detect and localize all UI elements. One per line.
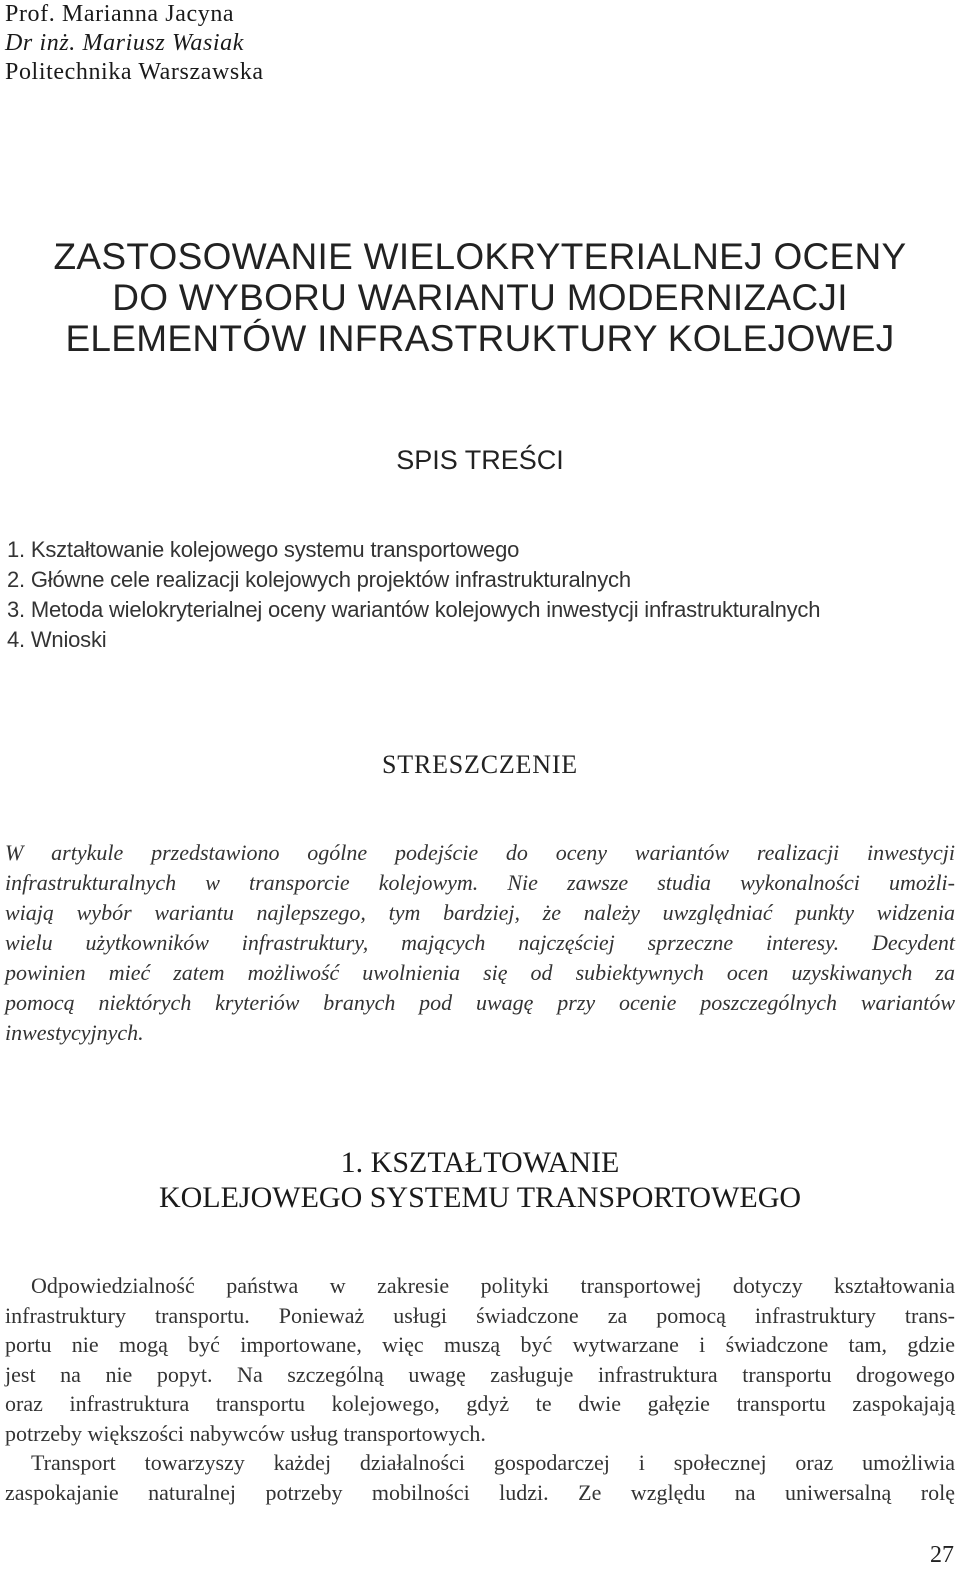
toc-heading: SPIS TREŚCI: [396, 445, 564, 475]
affiliation: Politechnika Warszawska: [5, 59, 264, 85]
body-line: infrastruktury transportu. Ponieważ usługi świadczone za pomocą infrastruktury trans-: [5, 1302, 955, 1328]
page-number: 27: [930, 1542, 954, 1568]
author-block: [5, 0, 264, 87]
body-line: portu nie mogą być importowane, więc muszą być wytwarzane i świadczone tam, gdzie: [5, 1332, 955, 1357]
body-line: jest na nie popyt. Na szczególną uwagę zasługuje infrastruktura transportu drogowego: [5, 1361, 955, 1387]
section-body: [5, 1271, 955, 1507]
title-line: ELEMENTÓW INFRASTRUKTURY KOLEJOWEJ: [65, 318, 895, 359]
body-line: Odpowiedzialność państwa w zakresie polityki transportowej dotyczy kształtowania: [31, 1273, 955, 1298]
author-name-1: Prof. Marianna Jacyna: [5, 1, 235, 27]
title-line: DO WYBORU WARIANTU MODERNIZACJI: [112, 277, 848, 318]
body-line: Transport towarzyszy każdej działalności gospodarczej i społecznej oraz umożliwia: [31, 1450, 955, 1475]
table-of-contents: [7, 535, 820, 655]
body-line: oraz infrastruktura transportu kolejowego, gdyż te dwie gałęzie transportu zaspokajają: [5, 1391, 955, 1416]
section-heading-line: KOLEJOWEGO SYSTEMU TRANSPORTOWEGO: [158, 1181, 802, 1214]
title-line: ZASTOSOWANIE WIELOKRYTERIALNEJ OCENY: [53, 236, 907, 277]
abstract-line: powinien mieć zatem możliwość uwolnienia się od subiektywnych ocen uzyskiwanych za: [5, 960, 955, 985]
abstract-line: pomocą niektórych kryteriów branych pod uwagę przy ocenie poszczególnych wariantów: [5, 990, 955, 1015]
abstract-line: W artykule przedstawiono ogólne podejście do oceny wariantów realizacji inwestycji: [5, 840, 955, 865]
abstract-line: wiają wybór wariantu najlepszego, tym bardziej, że należy uwzględniać punkty widzenia: [5, 900, 955, 925]
abstract-line: inwestycyjnych.: [5, 1020, 144, 1045]
toc-item: 2. Główne cele realizacji kolejowych projektów infrastrukturalnych: [7, 567, 631, 592]
body-line: zaspokajanie naturalnej potrzeby mobilności ludzi. Ze względu na uniwersalną rolę: [5, 1479, 955, 1505]
abstract-heading: STRESZCZENIE: [382, 750, 578, 779]
toc-item: 3. Metoda wielokryterialnej oceny wariantów kolejowych inwestycji infrastrukturalnych: [7, 597, 821, 622]
abstract-line: wielu użytkowników infrastruktury, mających najczęściej sprzeczne interesy. Decydent: [5, 930, 955, 955]
toc-item: 1. Kształtowanie kolejowego systemu transportowego: [7, 537, 520, 562]
abstract-paragraph: [5, 838, 955, 1048]
abstract-line: infrastrukturalnych w transporcie kolejowym. Nie zawsze studia wykonalności umożli-: [5, 870, 955, 895]
section-heading-line: 1. KSZTAŁTOWANIE: [340, 1146, 620, 1179]
section-heading: [0, 1145, 960, 1215]
toc-item: 4. Wnioski: [7, 627, 107, 652]
article-title: [0, 236, 960, 359]
author-name-2: Dr inż. Mariusz Wasiak: [5, 30, 245, 56]
body-line: potrzeby większości nabywców usług transportowych.: [5, 1420, 486, 1446]
